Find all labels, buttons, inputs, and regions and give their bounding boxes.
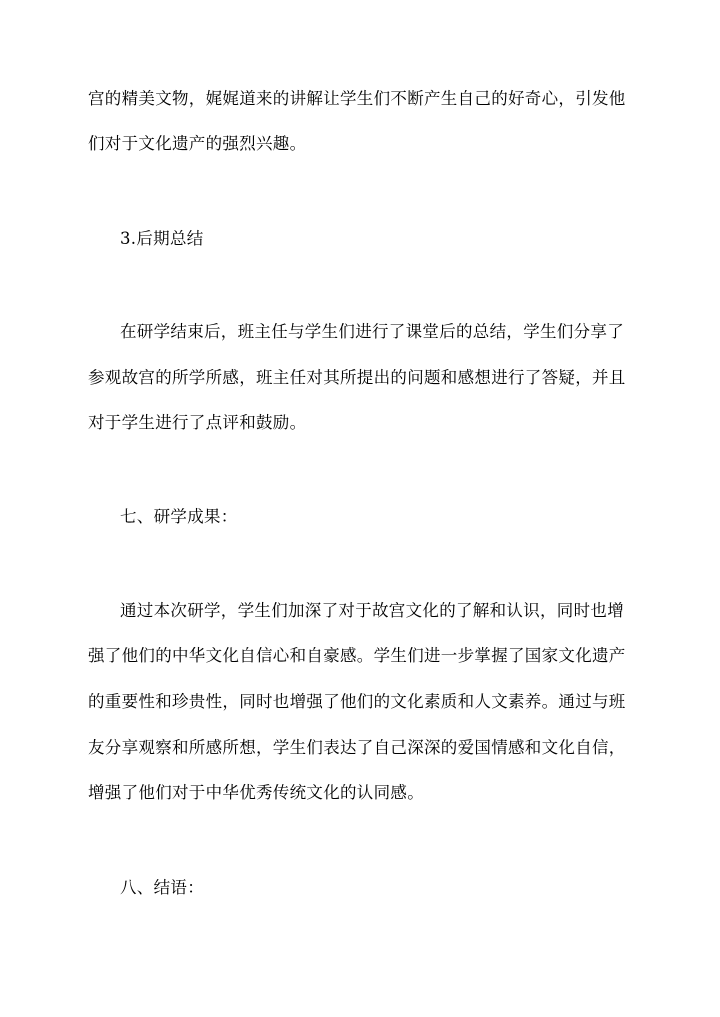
paragraph-line: 增强了他们对于中华优秀传统文化的认同感。 — [88, 783, 424, 802]
paragraph-line: 通过本次研学，学生们加深了对于故宫文化的了解和认识，同时也增 — [120, 601, 624, 620]
paragraph-line: 的重要性和珍贵性，同时也增强了他们的文化素质和人文素养。通过与班 — [88, 692, 626, 711]
paragraph-line: 强了他们的中华文化自信心和自豪感。学生们进一步掌握了国家文化遗产 — [88, 646, 626, 665]
paragraph-line: 们对于文化遗产的强烈兴趣。 — [88, 134, 307, 153]
section-heading: 八、结语： — [120, 878, 204, 897]
paragraph-line: 友分享观察和所感所想，学生们表达了自己深深的爱国情感和文化自信， — [88, 738, 626, 757]
paragraph-line: 参观故宫的所学所感，班主任对其所提出的问题和感想进行了答疑，并且 — [88, 368, 626, 387]
paragraph-line: 对于学生进行了点评和鼓励。 — [88, 413, 307, 432]
section-heading: 3.后期总结 — [120, 229, 204, 248]
section-heading: 七、研学成果： — [120, 507, 238, 526]
paragraph-line: 宫的精美文物，娓娓道来的讲解让学生们不断产生自己的好奇心，引发他 — [88, 89, 626, 108]
paragraph-line: 在研学结束后，班主任与学生们进行了课堂后的总结，学生们分享了 — [120, 322, 624, 341]
